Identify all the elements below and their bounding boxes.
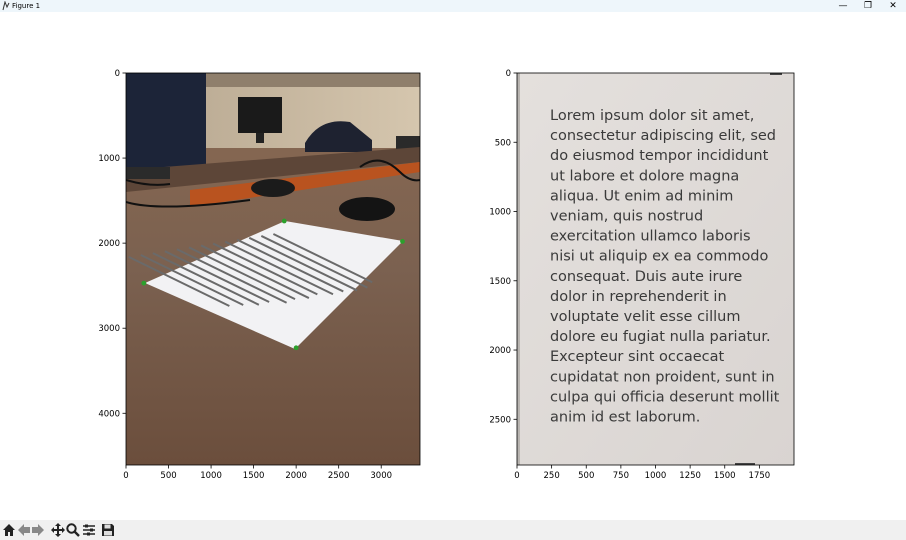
corner-marker bbox=[400, 239, 405, 244]
left-axes bbox=[98, 69, 420, 481]
scanned-text-line: cupidatat non proident, sunt in bbox=[550, 369, 775, 386]
save-icon[interactable] bbox=[100, 522, 116, 538]
figure-canvas bbox=[0, 12, 906, 520]
corner-marker bbox=[141, 281, 146, 286]
x-tick-label: 250 bbox=[543, 471, 560, 481]
x-tick-label: 750 bbox=[612, 471, 629, 481]
x-tick-label: 3000 bbox=[370, 471, 393, 481]
corner-marker bbox=[282, 219, 287, 224]
y-tick-label: 4000 bbox=[98, 409, 120, 420]
scanned-text-line: aliqua. Ut enim ad minim bbox=[550, 188, 734, 205]
y-tick-label: 2000 bbox=[489, 346, 511, 357]
y-tick-label: 1500 bbox=[489, 276, 511, 287]
y-tick-label: 1000 bbox=[489, 207, 511, 218]
y-tick-label: 0 bbox=[114, 69, 120, 79]
y-tick-label: 2000 bbox=[98, 239, 120, 250]
x-tick-label: 1000 bbox=[644, 471, 667, 481]
window-title-bar bbox=[0, 0, 906, 12]
y-tick-label: 3000 bbox=[98, 324, 120, 335]
pan-icon[interactable] bbox=[50, 522, 66, 538]
y-tick-label: 0 bbox=[505, 69, 511, 79]
desk-photo bbox=[126, 73, 420, 465]
maximize-button[interactable]: ❐ bbox=[863, 1, 873, 11]
scanned-text-line: nisi ut aliquip ex ea commodo bbox=[550, 248, 769, 265]
corner-marker bbox=[294, 345, 299, 350]
scanned-text-line: consequat. Duis aute irure bbox=[550, 268, 743, 285]
close-button[interactable]: ✕ bbox=[889, 1, 897, 11]
scanned-text-line: do eiusmod tempor incididunt bbox=[550, 148, 769, 165]
window-title: Figure 1 bbox=[12, 2, 41, 10]
scanned-text-line: anim id est laborum. bbox=[550, 409, 701, 426]
right-y-axis-ticks bbox=[489, 69, 517, 425]
scanned-text-line: voluptate velit esse cillum bbox=[550, 309, 741, 325]
home-icon[interactable] bbox=[1, 522, 17, 538]
y-tick-label: 500 bbox=[494, 138, 511, 149]
forward-icon[interactable] bbox=[30, 522, 46, 538]
right-x-axis-ticks bbox=[514, 465, 770, 481]
scanned-text-line: exercitation ullamco laboris bbox=[550, 228, 751, 245]
scanned-text-line: dolor in reprehenderit in bbox=[550, 288, 727, 305]
x-tick-label: 500 bbox=[160, 471, 177, 481]
configure-subplots-icon[interactable] bbox=[81, 522, 97, 538]
scanned-text-line: Excepteur sint occaecat bbox=[550, 349, 725, 366]
x-tick-label: 0 bbox=[123, 471, 129, 481]
scanned-text-line: veniam, quis nostrud bbox=[550, 208, 704, 225]
x-tick-label: 1500 bbox=[713, 471, 736, 481]
zoom-icon[interactable] bbox=[65, 522, 81, 538]
scanned-text-line: consectetur adipiscing elit, sed bbox=[550, 128, 777, 145]
left-y-axis-ticks bbox=[98, 69, 126, 419]
y-tick-label: 2500 bbox=[489, 415, 511, 426]
scanned-text-line: culpa qui officia deserunt mollit bbox=[550, 389, 780, 406]
x-tick-label: 1000 bbox=[200, 471, 222, 481]
scanned-text-line: ut labore et dolore magna bbox=[550, 168, 740, 185]
x-tick-label: 1750 bbox=[748, 471, 771, 481]
x-tick-label: 2000 bbox=[285, 471, 307, 481]
x-tick-label: 1250 bbox=[679, 471, 701, 481]
x-tick-label: 1500 bbox=[242, 471, 265, 481]
scanned-text-line: Lorem ipsum dolor sit amet, bbox=[550, 108, 755, 124]
y-tick-label: 1000 bbox=[98, 154, 120, 165]
x-tick-label: 0 bbox=[514, 471, 520, 481]
app-icon bbox=[2, 1, 10, 11]
x-tick-label: 2500 bbox=[327, 471, 350, 481]
left-x-axis-ticks bbox=[123, 465, 392, 481]
scanned-text-line: dolore eu fugiat nulla pariatur. bbox=[550, 329, 771, 346]
x-tick-label: 500 bbox=[578, 471, 595, 481]
minimize-button[interactable]: — bbox=[838, 1, 848, 11]
right-axes bbox=[489, 69, 794, 481]
navigation-toolbar bbox=[0, 520, 906, 540]
